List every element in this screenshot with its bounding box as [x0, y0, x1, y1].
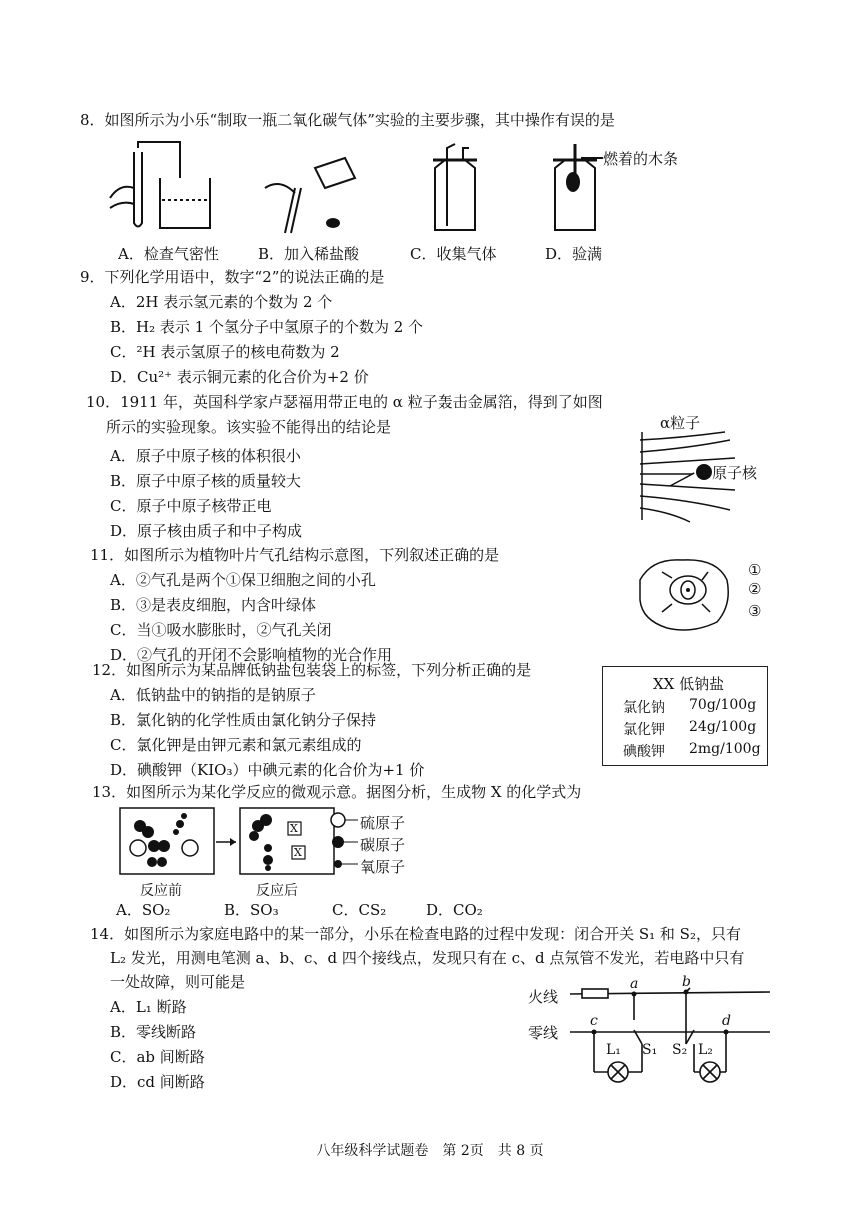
- q10-stem-line2: 所示的实验现象。该实验不能得出的结论是: [106, 418, 392, 436]
- q13-option-c: C．CS₂: [332, 901, 387, 919]
- q10-stem-line1: 10．1911 年，英国科学家卢瑟福用带正电的 α 粒子轰击金属箔，得到了如图: [86, 393, 603, 411]
- q13-stem: 13．如图所示为某化学反应的微观示意。据图分析，生成物 X 的化学式为: [92, 783, 582, 801]
- salt-row-name-1: 氯化钾: [623, 722, 665, 738]
- household-circuit-figure: [530, 980, 775, 1085]
- q14-stem-line3: 一处故障，则可能是: [110, 973, 246, 991]
- q12-option-d: D．碘酸钾（KIO₃）中碘元素的化合价为+1 价: [110, 761, 425, 779]
- nucleus-label: 原子核: [712, 464, 758, 482]
- q14-stem-line2: L₂ 发光，用测电笔测 a、b、c、d 四个接线点，发现只有在 c、d 点氖管不发光，若电路中只有: [110, 949, 745, 967]
- nucleus-dot: [696, 464, 712, 480]
- point-a-label: a: [630, 976, 639, 992]
- q12-option-c: C．氯化钾是由钾元素和氯元素组成的: [110, 736, 362, 754]
- burning-stick-label: 燃着的木条: [603, 150, 679, 168]
- q13-option-b: B．SO₃: [224, 901, 279, 919]
- reaction-figure: [118, 806, 338, 878]
- q8-option-d: D．验满: [545, 245, 603, 263]
- q13-option-d: D．CO₂: [426, 901, 483, 919]
- q14-stem-line1: 14．如图所示为家庭电路中的某一部分，小乐在检查电路的过程中发现：闭合开关 S₁ 和 S₂，只有: [90, 925, 741, 943]
- stomata-mark-3: ③: [748, 602, 762, 620]
- q8-option-c: C．收集气体: [410, 245, 497, 263]
- q8-option-a: A．检查气密性: [118, 245, 219, 263]
- live-wire-label: 火线: [528, 988, 559, 1006]
- salt-row-amount-2: 2mg/100g: [689, 741, 761, 757]
- salt-label-title: XX 低钠盐: [653, 675, 725, 693]
- salt-label-box: [602, 666, 768, 766]
- alpha-particle-label: α粒子: [660, 414, 701, 432]
- q10-option-a: A．原子中原子核的体积很小: [110, 447, 301, 465]
- point-d-label: d: [722, 1013, 731, 1029]
- q14-option-b: B．零线断路: [110, 1023, 197, 1041]
- lamp-l2-label: L₂: [698, 1042, 713, 1058]
- q13-option-a: A．SO₂: [116, 901, 171, 919]
- q9-option-a: A．2H 表示氢元素的个数为 2 个: [110, 293, 333, 311]
- gas-collection-bottle: [433, 144, 477, 230]
- alpha-scattering-figure: [630, 430, 765, 525]
- q10-option-c: C．原子中原子核带正电: [110, 497, 272, 515]
- q9-stem: 9．下列化学用语中，数字“2”的说法正确的是: [80, 268, 385, 286]
- q9-option-d: D．Cu²⁺ 表示铜元素的化合价为+2 价: [110, 368, 369, 386]
- q10-option-d: D．原子核由质子和中子构成: [110, 522, 303, 540]
- legend-oxygen: 氧原子: [360, 858, 406, 876]
- salt-row-amount-1: 24g/100g: [689, 719, 757, 735]
- q12-option-b: B．氯化钠的化学性质由氯化钠分子保持: [110, 711, 377, 729]
- stomata-mark-2: ②: [748, 580, 762, 598]
- q12-option-a: A．低钠盐中的钠指的是钠原子: [110, 686, 316, 704]
- salt-row-amount-0: 70g/100g: [689, 697, 757, 713]
- q10-option-b: B．原子中原子核的质量较大: [110, 472, 302, 490]
- switch-s1-label: S₁: [642, 1042, 658, 1058]
- product-x-mark-2: X: [294, 846, 302, 859]
- q11-stem: 11．如图所示为植物叶片气孔结构示意图，下列叙述正确的是: [90, 546, 500, 564]
- q14-option-c: C．ab 间断路: [110, 1048, 205, 1066]
- after-reaction-label: 反应后: [256, 883, 298, 899]
- before-reaction-label: 反应前: [140, 883, 182, 899]
- q14-option-a: A．L₁ 断路: [110, 998, 187, 1016]
- q12-stem: 12．如图所示为某品牌低钠盐包装袋上的标签，下列分析正确的是: [92, 661, 532, 679]
- q9-option-c: C．²H 表示氢原子的核电荷数为 2: [110, 343, 340, 361]
- q9-option-b: B．H₂ 表示 1 个氢分子中氢原子的个数为 2 个: [110, 318, 424, 336]
- neutral-wire-label: 零线: [528, 1024, 559, 1042]
- switch-s2-label: S₂: [672, 1042, 688, 1058]
- airtightness-check-apparatus: [110, 142, 210, 228]
- product-x-mark-1: X: [290, 822, 298, 835]
- q11-option-d: D．②气孔的开闭不会影响植物的光合作用: [110, 646, 393, 664]
- point-b-label: b: [682, 974, 691, 990]
- point-c-label: c: [590, 1013, 598, 1029]
- q11-option-a: A．②气孔是两个①保卫细胞之间的小孔: [110, 571, 376, 589]
- q14-option-d: D．cd 间断路: [110, 1073, 205, 1091]
- q8-option-b: B．加入稀盐酸: [258, 245, 360, 263]
- gas-full-test-bottle: [553, 144, 603, 230]
- page-footer: 八年级科学试题卷 第 2页 共 8 页: [316, 1143, 544, 1159]
- q8-stem: 8．如图所示为小乐“制取一瓶二氧化碳气体”实验的主要步骤，其中操作有误的是: [80, 111, 615, 129]
- legend-sulfur: 硫原子: [360, 814, 406, 832]
- salt-row-name-0: 氯化钠: [623, 700, 665, 716]
- pour-acid-apparatus: [265, 158, 355, 233]
- q11-option-c: C．当①吸水膨胀时，②气孔关闭: [110, 621, 332, 639]
- legend-carbon: 碳原子: [360, 836, 406, 854]
- stomata-figure: [632, 550, 732, 635]
- stomata-mark-1: ①: [748, 561, 762, 579]
- lamp-l1-label: L₁: [606, 1042, 621, 1058]
- salt-row-name-2: 碘酸钾: [623, 744, 665, 760]
- q11-option-b: B．③是表皮细胞，内含叶绿体: [110, 596, 317, 614]
